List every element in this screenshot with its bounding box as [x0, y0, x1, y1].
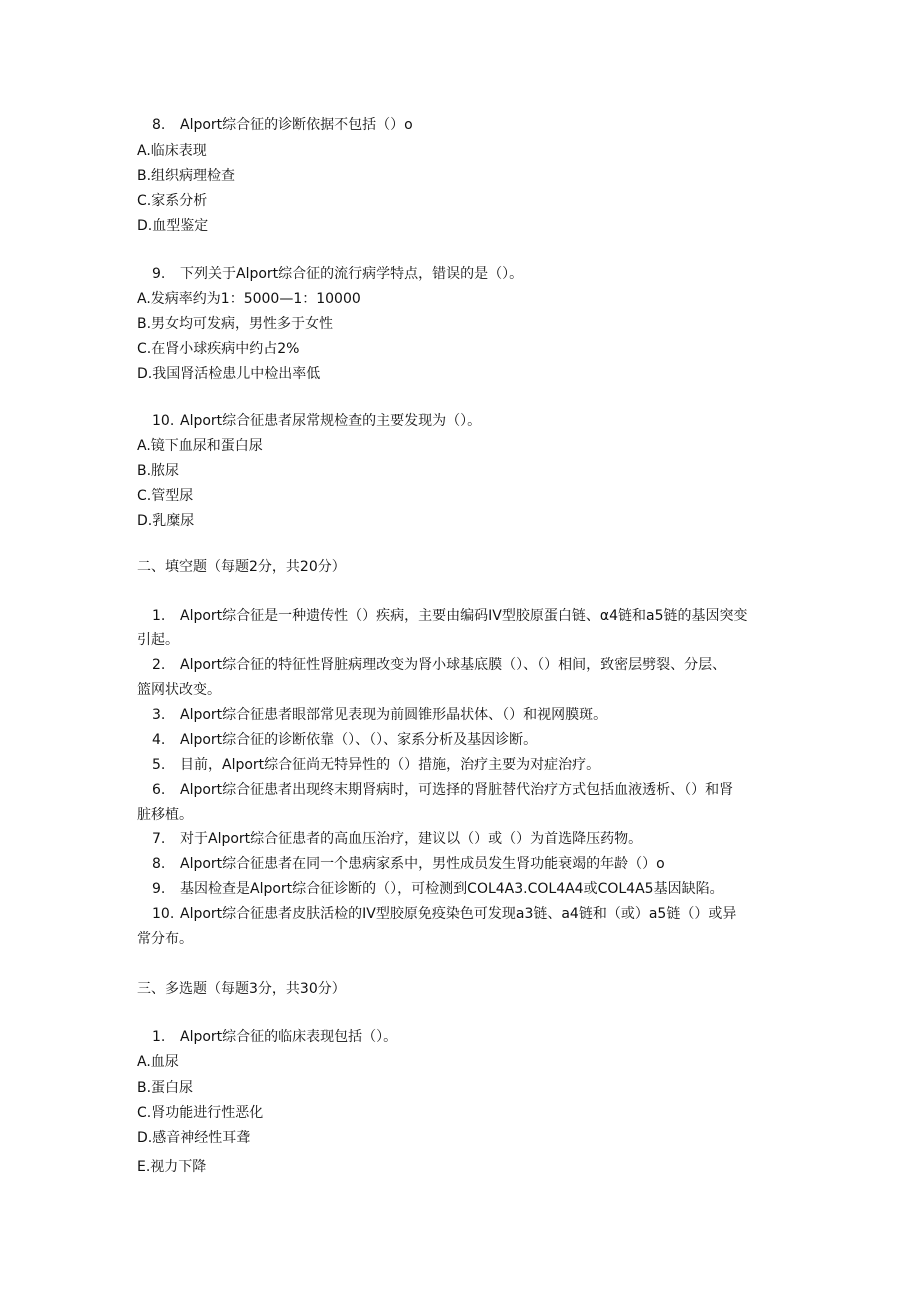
text-line: D.乳糜尿 — [137, 513, 195, 529]
question-number: 4. — [152, 732, 166, 748]
question-number: 10. — [152, 906, 175, 922]
question-number: 8. — [152, 856, 166, 872]
question-text: 下列关于Alport综合征的流行病学特点，错误的是（）。 — [180, 266, 524, 282]
question-text: Alport综合征的特征性肾脏病理改变为肾小球基底膜（）、（）相间，致密层劈裂、分层、 — [180, 657, 727, 673]
question-line — [152, 730, 537, 750]
text-line: E.视力下降 — [137, 1159, 207, 1175]
question-number: 8. — [152, 117, 166, 133]
question-line — [152, 904, 736, 924]
question-line — [152, 780, 733, 800]
question-text: Alport综合征患者在同一个患病家系中，男性成员发生肾功能衰竭的年龄（）o — [180, 856, 665, 872]
text-line: 引起。 — [137, 632, 179, 648]
text-line: D.我国肾活检患儿中检出率低 — [137, 366, 321, 382]
question-line — [152, 705, 607, 725]
text-line: A.发病率约为1：5000—1：10000 — [137, 291, 361, 307]
question-number: 9. — [152, 881, 166, 897]
question-text: 基因检查是Alport综合征诊断的（），可检测到COL4A3.COL4A4或COL4A5基因缺陷。 — [180, 881, 724, 897]
question-text: 目前，Alport综合征尚无特异性的（）措施，治疗主要为对症治疗。 — [180, 757, 601, 773]
question-number: 10. — [152, 413, 175, 429]
text-line: C.家系分析 — [137, 193, 208, 209]
text-line: 二、填空题（每题2分，共20分） — [137, 559, 346, 575]
question-number: 6. — [152, 782, 166, 798]
text-line: C.管型尿 — [137, 488, 194, 504]
text-line: B.脓尿 — [137, 463, 180, 479]
question-number: 5. — [152, 757, 166, 773]
text-line: 篮网状改变。 — [137, 682, 221, 698]
question-line — [152, 829, 642, 849]
text-line: 常分布。 — [137, 931, 193, 947]
question-text: Alport综合征的诊断依靠（）、（）、家系分析及基因诊断。 — [180, 732, 538, 748]
question-text: Alport综合征患者皮肤活检的IV型胶原免疫染色可发现a3链、a4链和（或）a5链（）或异 — [180, 906, 737, 922]
text-line: 脏移植。 — [137, 807, 193, 823]
question-line — [152, 411, 481, 431]
question-line — [152, 115, 413, 135]
question-number: 2. — [152, 657, 166, 673]
question-line — [152, 655, 726, 675]
question-text: Alport综合征患者眼部常见表现为前圆锥形晶状体、（）和视网膜斑。 — [180, 707, 608, 723]
question-text: Alport综合征的诊断依据不包括（）o — [180, 117, 413, 133]
text-line: D.血型鉴定 — [137, 218, 209, 234]
question-line — [152, 755, 600, 775]
question-text: Alport综合征是一种遗传性（）疾病，主要由编码IV型胶原蛋白链、α4链和a5链的基因突变 — [180, 608, 748, 624]
text-line: A.血尿 — [137, 1054, 179, 1070]
text-line: B.蛋白尿 — [137, 1080, 194, 1096]
text-line: D.感音神经性耳聋 — [137, 1130, 251, 1146]
text-line: A.镜下血尿和蛋白尿 — [137, 438, 263, 454]
question-number: 7. — [152, 831, 166, 847]
text-line: B.男女均可发病，男性多于女性 — [137, 316, 334, 332]
question-line — [152, 606, 748, 626]
text-line: C.在肾小球疾病中约占2% — [137, 341, 300, 357]
question-line — [152, 1027, 397, 1047]
question-text: Alport综合征患者尿常规检查的主要发现为（）。 — [180, 413, 482, 429]
text-line: C.肾功能进行性恶化 — [137, 1105, 264, 1121]
question-line — [152, 879, 724, 899]
text-line: A.临床表现 — [137, 143, 207, 159]
text-line: B.组织病理检查 — [137, 168, 236, 184]
question-number: 9. — [152, 266, 166, 282]
question-number: 1. — [152, 1029, 166, 1045]
question-number: 3. — [152, 707, 166, 723]
question-text: Alport综合征的临床表现包括（）。 — [180, 1029, 398, 1045]
question-text: Alport综合征患者出现终末期肾病时，可选择的肾脏替代治疗方式包括血液透析、（）和肾 — [180, 782, 734, 798]
text-line: 三、多选题（每题3分，共30分） — [137, 981, 346, 997]
question-number: 1. — [152, 608, 166, 624]
question-line — [152, 264, 523, 284]
question-text: 对于Alport综合征患者的高血压治疗，建议以（）或（）为首选降压药物。 — [180, 831, 643, 847]
question-line — [152, 854, 665, 874]
